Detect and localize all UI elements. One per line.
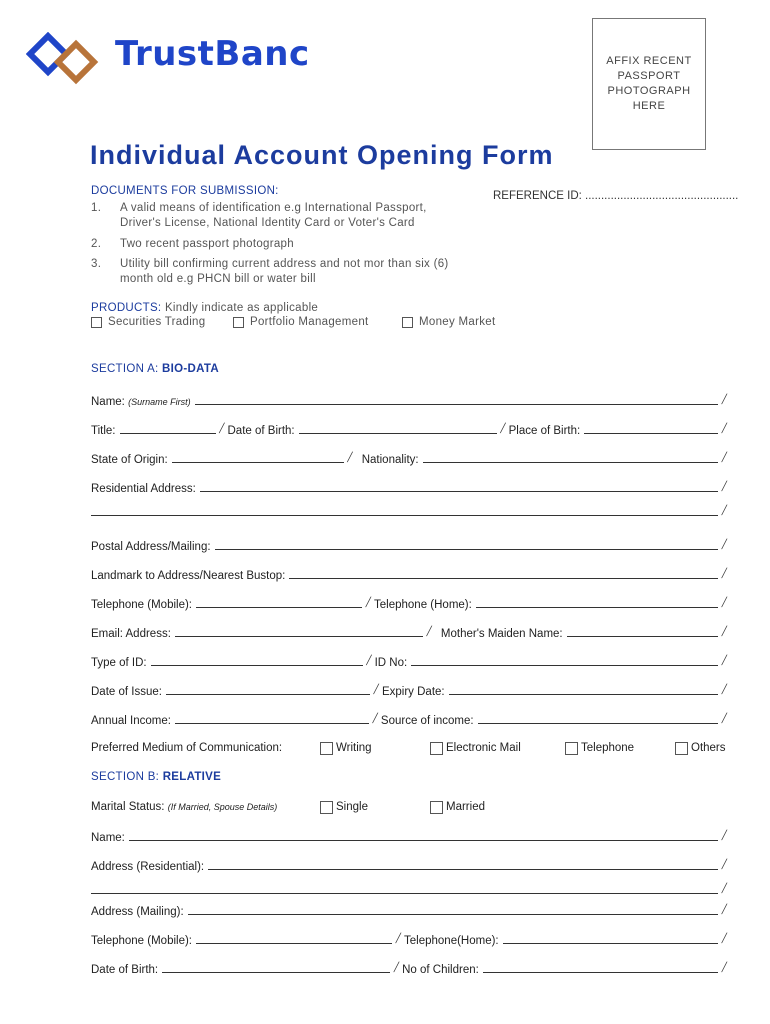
nationality-label: Nationality: [361,454,419,466]
id-type-label: Type of ID: [91,657,147,669]
dob-label: Date of Birth: [227,425,295,437]
checkbox-icon[interactable] [430,742,443,755]
product-money-market[interactable] [402,316,495,328]
residential-field-2[interactable] [91,515,718,516]
relative-name-row [91,828,726,844]
medium-option-others[interactable] [675,742,726,755]
income-row [91,711,726,727]
product-label: Portfolio Management [250,316,369,328]
relative-name-field[interactable] [129,840,718,841]
name-field[interactable] [195,404,718,405]
relative-address-res-row-2 [91,881,726,897]
document-item-number: 2. [91,238,102,250]
relative-tel-mobile-field[interactable] [196,943,392,944]
medium-option-label: Others [691,742,726,754]
children-label: No of Children: [402,964,479,976]
expiry-field[interactable] [449,694,718,695]
pob-field[interactable] [584,433,718,434]
marital-option-married[interactable] [430,801,485,814]
marital-row [91,799,726,815]
postal-label: Postal Address/Mailing: [91,541,211,553]
tel-home-label: Telephone (Home): [374,599,472,611]
dob-field[interactable] [299,433,497,434]
tel-mobile-label: Telephone (Mobile): [91,599,193,611]
relative-dob-field[interactable] [162,972,390,973]
relative-address-res-row [91,857,726,873]
id-no-label: ID No: [374,657,408,669]
nationality-field[interactable] [423,462,718,463]
relative-telephone-row [91,931,726,947]
id-row [91,653,726,669]
relative-dob-label: Date of Birth: [91,964,159,976]
document-item [91,257,450,287]
medium-row [91,740,726,756]
children-field[interactable] [483,972,718,973]
relative-tel-home-label: Telephone(Home): [404,935,499,947]
maiden-label: Mother's Maiden Name: [440,628,563,640]
title-field[interactable] [120,433,216,434]
relative-address-mail-label: Address (Mailing): [91,906,184,918]
product-securities-trading[interactable] [91,316,205,328]
issue-expiry-row [91,682,726,698]
name-label [91,396,195,408]
medium-option-email[interactable] [430,742,565,755]
relative-tel-home-field[interactable] [503,943,718,944]
residential-label: Residential Address: [91,483,196,495]
postal-row [91,537,726,553]
checkbox-icon[interactable] [565,742,578,755]
income-label: Annual Income: [91,715,171,727]
product-label: Money Market [419,316,496,328]
medium-option-label: Electronic Mail [446,742,521,754]
landmark-label: Landmark to Address/Nearest Bustop: [91,570,286,582]
relative-dob-children-row [91,960,726,976]
medium-option-label: Telephone [581,742,635,754]
id-type-field[interactable] [151,665,363,666]
section-b-name: RELATIVE [162,771,222,783]
medium-option-writing[interactable] [320,742,430,755]
checkbox-icon[interactable] [675,742,688,755]
issue-field[interactable] [166,694,370,695]
residential-row-2 [91,503,726,519]
email-maiden-row [91,624,726,640]
document-item-number: 1. [91,202,102,214]
section-a-prefix: SECTION A: [91,363,159,375]
marital-option-single[interactable] [320,801,430,814]
documents-title: DOCUMENTS FOR SUBMISSION: [91,185,279,197]
document-item-text: A valid means of identification e.g International Passport, Driver's License, National Identity Card or Voter's Card [120,202,427,229]
products-label: PRODUCTS: [91,302,162,314]
income-source-label: Source of income: [380,715,474,727]
relative-address-mail-field[interactable] [188,914,718,915]
tel-home-field[interactable] [476,607,718,608]
residential-row [91,479,726,495]
trustbanc-logo-icon [26,32,110,86]
brand-name: TrustBanc [115,34,310,74]
section-b-prefix: SECTION B: [91,771,160,783]
telephone-row [91,595,726,611]
document-item [91,237,450,252]
passport-photo-box [592,18,706,150]
relative-address-res-field[interactable] [208,869,718,870]
medium-option-telephone[interactable] [565,742,675,755]
expiry-label: Expiry Date: [381,686,445,698]
relative-address-mail-row [91,902,726,918]
name-row [91,392,726,408]
marital-option-label: Married [446,801,485,813]
state-nationality-row [91,450,726,466]
checkbox-icon[interactable] [320,742,333,755]
title-dob-pob-row [91,421,726,437]
document-item [91,201,450,231]
id-no-field[interactable] [411,665,718,666]
state-label: State of Origin: [91,454,168,466]
relative-address-res-field-2[interactable] [91,893,718,894]
email-label: Email: Address: [91,628,171,640]
landmark-field[interactable] [289,578,718,579]
reference-id: REFERENCE ID: ................................................ [493,190,739,202]
checkbox-icon[interactable] [233,317,244,328]
pob-label: Place of Birth: [508,425,581,437]
medium-label: Preferred Medium of Communication: [91,742,283,754]
email-field[interactable] [175,636,423,637]
checkbox-icon[interactable] [402,317,413,328]
relative-address-res-label: Address (Residential): [91,861,205,873]
document-item-number: 3. [91,258,102,270]
income-field[interactable] [175,723,369,724]
marital-hint: (If Married, Spouse Details) [167,802,278,812]
postal-field[interactable] [215,549,718,550]
form-title: Individual Account Opening Form [90,140,554,170]
marital-label [91,801,320,813]
landmark-row [91,566,726,582]
product-portfolio-management[interactable] [233,316,369,328]
issue-label: Date of Issue: [91,686,162,698]
residential-field[interactable] [200,491,718,492]
checkbox-icon[interactable] [91,317,102,328]
section-a-name: BIO-DATA [162,363,219,375]
marital-label-text: Marital Status: [91,801,165,813]
tel-mobile-field[interactable] [196,607,362,608]
checkbox-icon[interactable] [430,801,443,814]
maiden-field[interactable] [567,636,718,637]
relative-name-label: Name: [91,832,125,844]
name-label-text: Name: [91,396,125,408]
products-hint: Kindly indicate as applicable [164,302,319,314]
medium-option-label: Writing [336,742,372,754]
relative-tel-mobile-label: Telephone (Mobile): [91,935,193,947]
photo-box-text: AFFIX RECENT PASSPORT PHOTOGRAPH HERE [606,55,692,112]
marital-option-label: Single [336,801,368,813]
name-hint: (Surname First) [128,397,191,407]
state-field[interactable] [172,462,344,463]
section-b-heading [91,771,221,783]
document-item-text: Utility bill confirming current address and not mor than six (6) month old e.g PHCN bill or water bill [120,258,449,285]
checkbox-icon[interactable] [320,801,333,814]
title-label: Title: [91,425,116,437]
section-a-heading [91,363,219,375]
products-header [91,302,318,314]
product-label: Securities Trading [108,316,206,328]
document-item-text: Two recent passport photograph [120,238,294,250]
income-source-field[interactable] [478,723,718,724]
